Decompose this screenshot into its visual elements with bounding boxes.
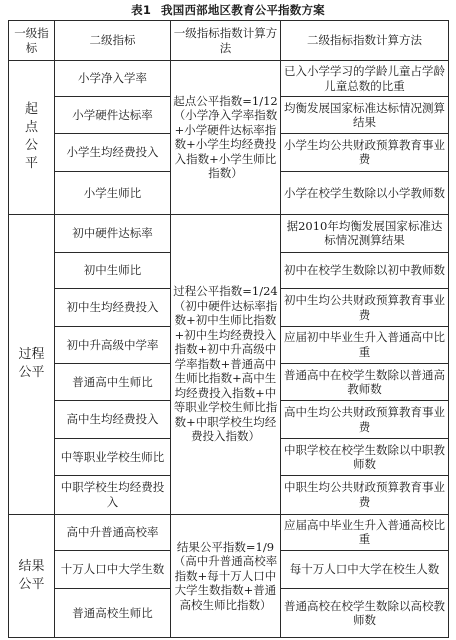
formula-start-equity: 起点公平指数=1/12（小学净入学率指数+小学硬件达标率指数+小学生均经费投入指数+小学生师比指数） <box>171 61 281 215</box>
indicator-cell: 中职学校生均经费投入 <box>55 476 171 514</box>
header-secondary-method: 二级指标指数计算方法 <box>281 21 449 61</box>
indicator-cell: 中等职业学校生师比 <box>55 438 171 475</box>
indicator-cell: 小学生均经费投入 <box>55 133 171 171</box>
header-primary-indicator: 一级指标 <box>9 21 55 61</box>
header-row <box>9 21 449 61</box>
indicator-cell: 普通高校生师比 <box>55 589 171 638</box>
category-start-equity: 起点公平 <box>9 61 55 215</box>
method-cell: 已入小学学习的学龄儿童占学龄儿童总数的比重 <box>281 61 449 97</box>
table-row <box>9 214 449 252</box>
table-row <box>9 514 449 550</box>
indicator-cell: 初中生师比 <box>55 252 171 288</box>
method-cell: 中职生均公共财政预算教育事业费 <box>281 476 449 514</box>
method-cell: 中职学校在校学生数除以中职教师数 <box>281 438 449 475</box>
index-scheme-table <box>8 20 449 638</box>
indicator-cell: 初中升高级中学率 <box>55 326 171 363</box>
table-caption <box>0 2 456 18</box>
table-title: 我国西部地区教育公平指数方案 <box>161 3 325 17</box>
header-secondary-indicator: 二级指标 <box>55 21 171 61</box>
method-cell: 应届初中毕业生升入普通高中比重 <box>281 326 449 363</box>
method-cell: 初中生均公共财政预算教育事业费 <box>281 289 449 326</box>
indicator-cell: 普通高中生师比 <box>55 364 171 401</box>
indicator-cell: 高中升普通高校率 <box>55 514 171 550</box>
indicator-cell: 小学生师比 <box>55 172 171 214</box>
indicator-cell: 初中硬件达标率 <box>55 214 171 252</box>
indicator-cell: 高中生均经费投入 <box>55 401 171 438</box>
table-number: 表1 <box>131 3 152 17</box>
method-cell: 小学在校学生数除以小学教师数 <box>281 172 449 214</box>
indicator-cell: 小学净入学率 <box>55 61 171 97</box>
method-cell: 每十万人口中大学在校生人数 <box>281 550 449 588</box>
formula-result-equity: 结果公平指数=1/9（高中升普通高校率指数+每十万人口中大学生数指数+普通高校生师比指数） <box>171 514 281 637</box>
indicator-cell: 初中生均经费投入 <box>55 289 171 326</box>
category-result-equity: 结果公平 <box>9 514 55 637</box>
formula-process-equity: 过程公平指数=1/24（初中硬件达标率指数+初中生师比指数+初中生均经费投入指数+初中升高级中学率指数+普通高中生师比指数+高中生均经费投入指数+中等职业学校生师比指数+中职学校生均经费投入指数） <box>171 214 281 514</box>
method-cell: 普通高中在校学生数除以普通高教师数 <box>281 364 449 401</box>
method-cell: 均衡发展国家标准达标情况测算结果 <box>281 97 449 133</box>
method-cell: 小学生均公共财政预算教育事业费 <box>281 133 449 171</box>
method-cell: 应届高中毕业生升入普通高校比重 <box>281 514 449 550</box>
header-primary-method: 一级指标指数计算方法 <box>171 21 281 61</box>
table-row <box>9 61 449 97</box>
method-cell: 高中生均公共财政预算教育事业费 <box>281 401 449 438</box>
category-process-equity: 过程公平 <box>9 214 55 514</box>
method-cell: 据2010年均衡发展国家标准达标情况测算结果 <box>281 214 449 252</box>
method-cell: 初中在校学生数除以初中教师数 <box>281 252 449 288</box>
indicator-cell: 十万人口中大学生数 <box>55 550 171 588</box>
indicator-cell: 小学硬件达标率 <box>55 97 171 133</box>
method-cell: 普通高校在校学生数除以高校教师数 <box>281 589 449 638</box>
